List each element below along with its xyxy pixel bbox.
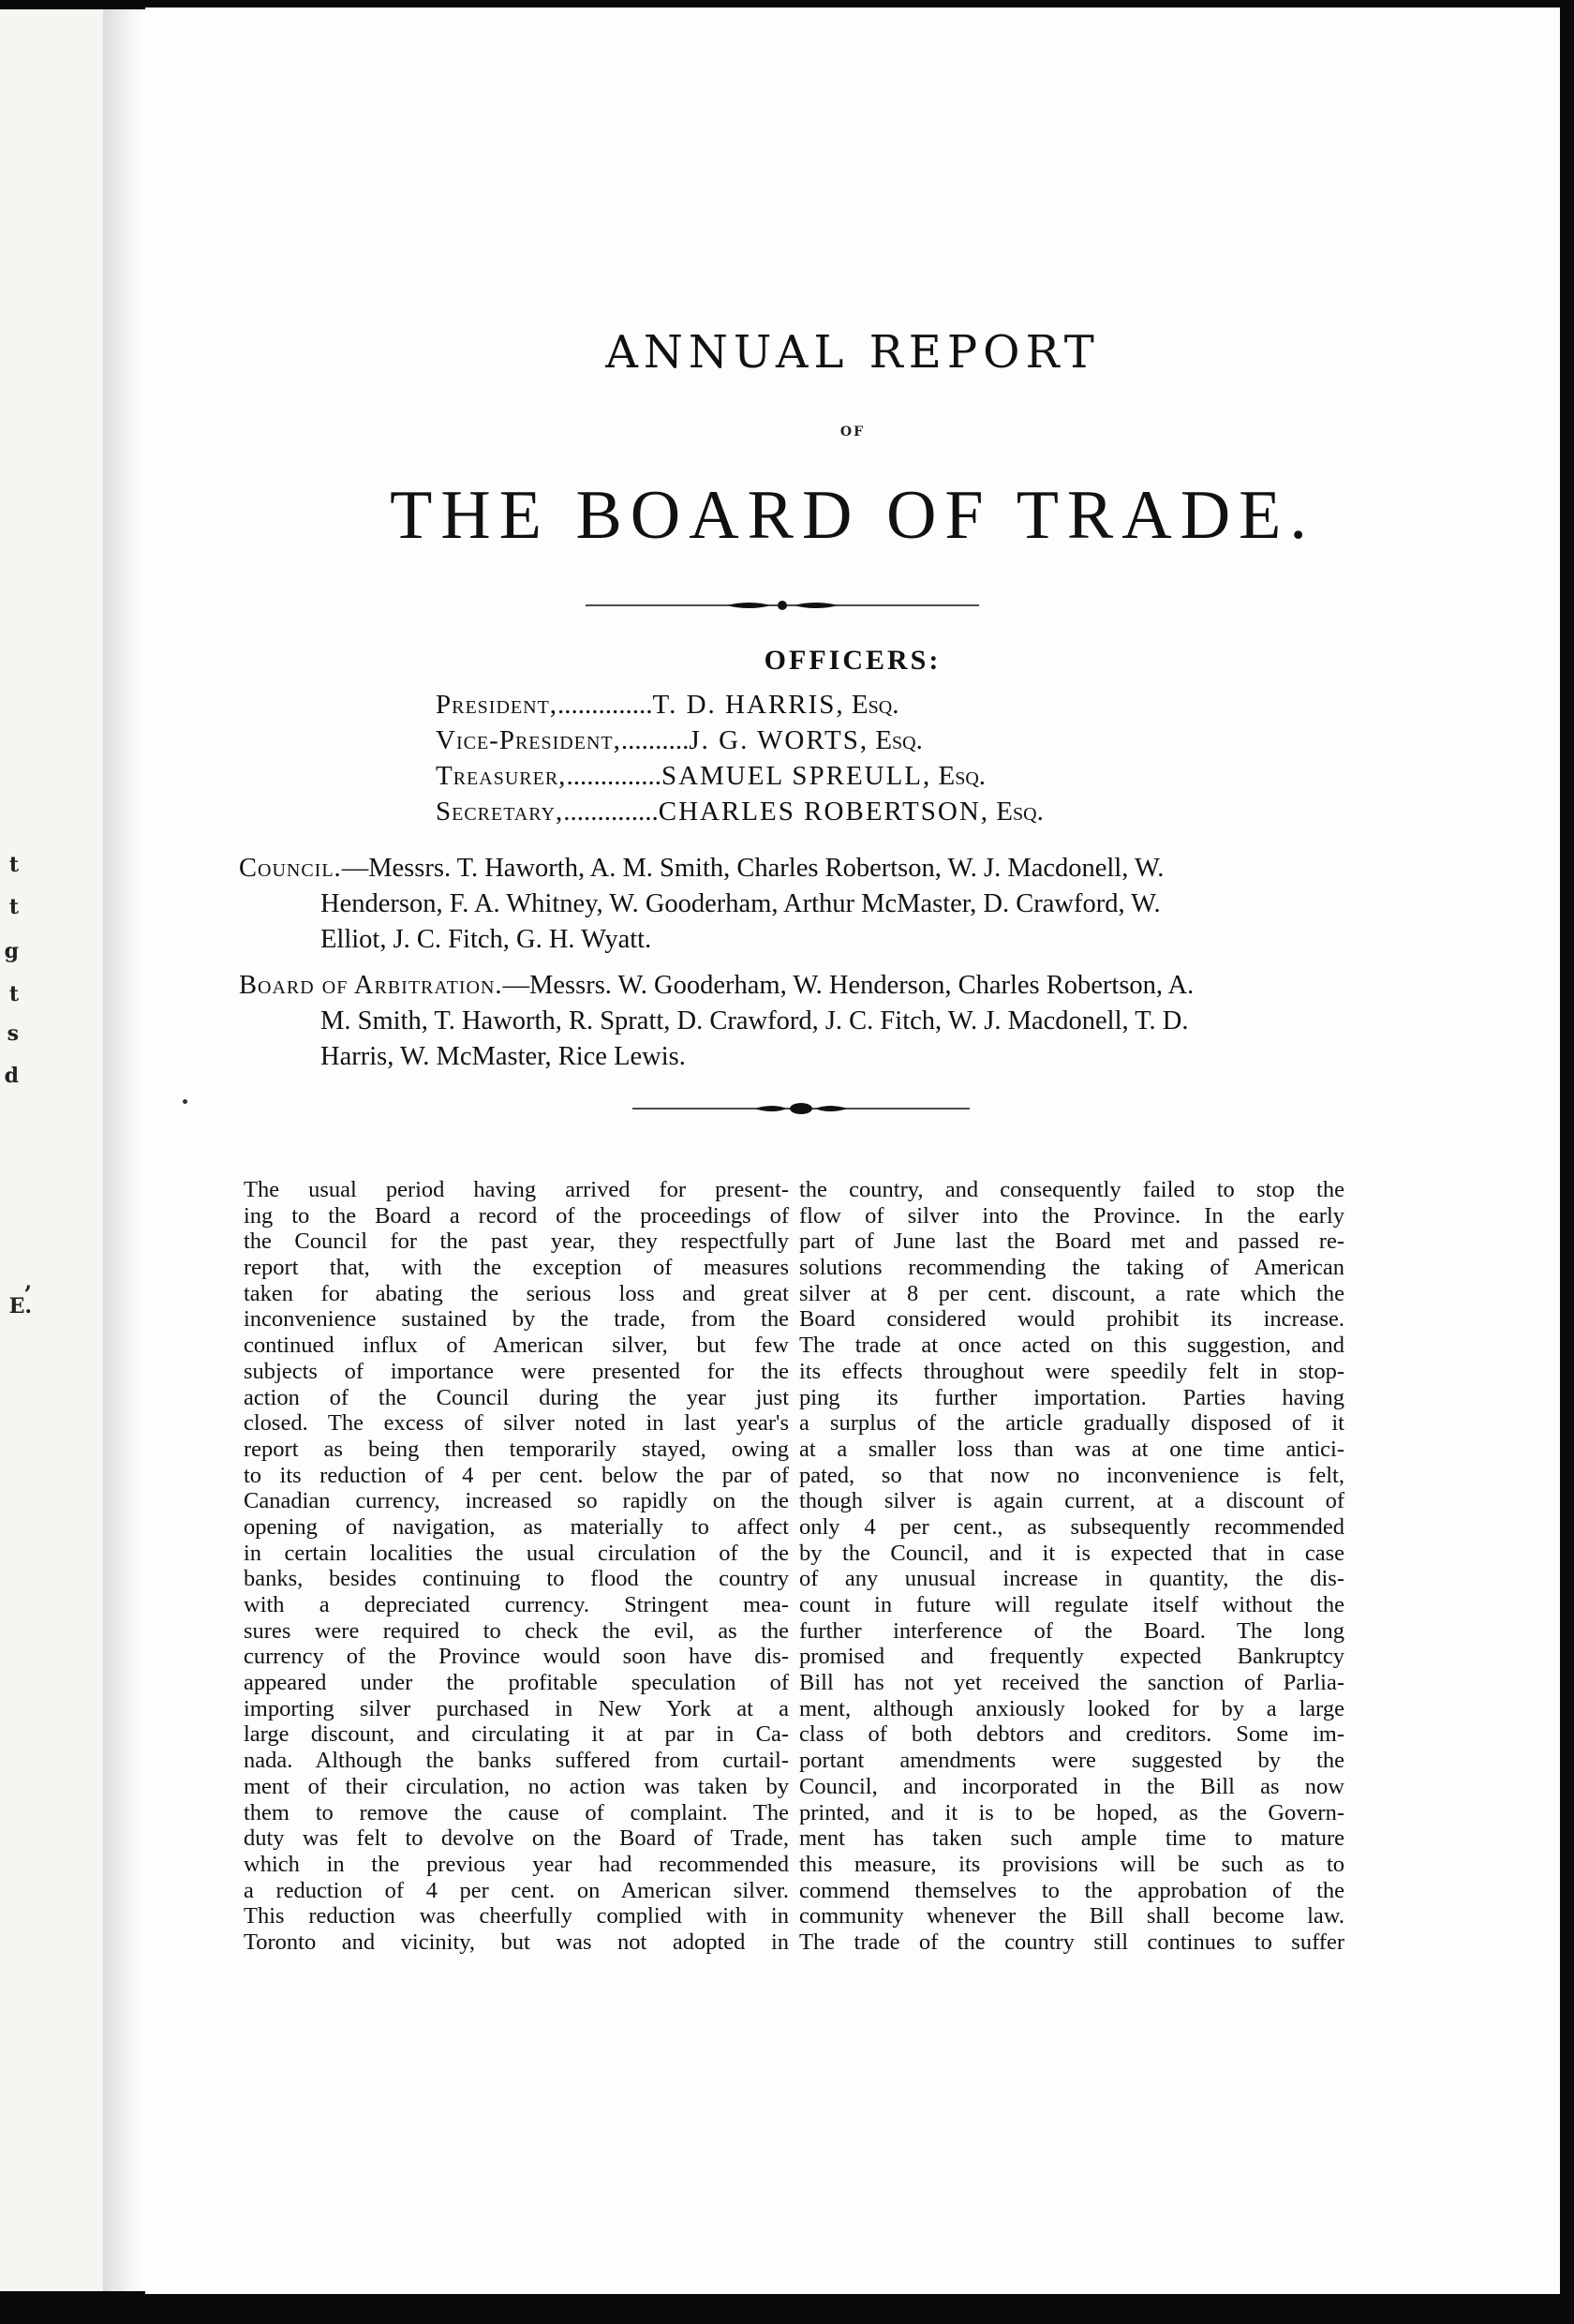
fragment-text: t (8, 982, 19, 1006)
text-line: appeared under the profitable speculation of (244, 1670, 789, 1696)
dot-leader: .............. (557, 690, 653, 720)
dot-leader: .............. (563, 797, 659, 827)
text-line: the Council for the past year, they respectfully (244, 1229, 789, 1255)
text-line: a reduction of 4 per cent. on American silver. (244, 1877, 789, 1903)
text-line: subjects of importance were presented for the (244, 1358, 789, 1384)
arbitration-line: Harris, W. McMaster, Rice Lewis. (320, 1042, 686, 1071)
text-line: ment has taken such ample time to mature (799, 1825, 1344, 1852)
ornamental-rule (586, 587, 979, 624)
text-line: ing to the Board a record of the proceedings of (244, 1202, 789, 1229)
officer-name: CHARLES ROBERTSON, (658, 797, 990, 827)
text-line: commend themselves to the approbation of the (799, 1877, 1344, 1903)
text-line: action of the Council during the year just (244, 1384, 789, 1410)
text-line: its effects throughout were speedily felt in stop- (799, 1358, 1344, 1384)
council-text: —Messrs. T. Haworth, A. M. Smith, Charles Robertson, W. J. Macdonell, W. (341, 854, 1165, 883)
dot-leader: .............. (566, 761, 661, 791)
officer-name: J. G. WORTS, (689, 725, 869, 755)
text-line: duty was felt to devolve on the Board of Trade, (244, 1825, 789, 1852)
fragment-text: , E. (8, 1270, 32, 1318)
officer-suffix: Esq. (996, 797, 1044, 827)
right-text-column (799, 1177, 1344, 1956)
text-line: community whenever the Bill shall become law. (799, 1903, 1344, 1929)
text-line: silver at 8 per cent. discount, a rate which the (799, 1280, 1344, 1306)
fragment-text: d (4, 1064, 19, 1088)
arbitration-lead: Board of Arbitration. (239, 971, 503, 1000)
document-page (145, 7, 1560, 2294)
text-line: by the Council, and it is expected that in case (799, 1540, 1344, 1566)
text-line: in certain localities the usual circulation of the (244, 1540, 789, 1566)
text-line: further interference of the Board. The long (799, 1617, 1344, 1644)
text-line: opening of navigation, as materially to affect (244, 1513, 789, 1540)
fragment-text: t (8, 853, 19, 877)
officer-name: T. D. HARRIS, (652, 690, 845, 720)
text-line: Canadian currency, increased so rapidly on the (244, 1488, 789, 1514)
officer-row (436, 690, 898, 725)
text-line: Board considered would prohibit its increase. (799, 1306, 1344, 1333)
text-line: printed, and it is to be hoped, as the Govern- (799, 1799, 1344, 1825)
officer-suffix: Esq. (875, 725, 923, 755)
text-line: sures were required to check the evil, as the (244, 1617, 789, 1644)
ornamental-rule (632, 1090, 970, 1127)
arbitration-paragraph (239, 968, 1401, 1075)
fragment-text: s (7, 1021, 19, 1046)
text-line: a surplus of the article gradually disposed of it (799, 1410, 1344, 1437)
left-text-column (244, 1177, 789, 1956)
text-line: promised and frequently expected Bankruptcy (799, 1644, 1344, 1670)
arbitration-line: M. Smith, T. Haworth, R. Spratt, D. Crawford, J. C. Fitch, W. J. Macdonell, T. D. (320, 1006, 1189, 1035)
council-line (239, 851, 1401, 886)
officer-role: Vice-President, (436, 725, 621, 755)
text-line: pated, so that now no inconvenience is felt, (799, 1462, 1344, 1488)
text-line: Council, and incorporated in the Bill as now (799, 1773, 1344, 1799)
text-line: The usual period having arrived for present- (244, 1177, 789, 1202)
officer-name: SAMUEL SPREULL, (661, 761, 932, 791)
officers-heading: OFFICERS: (764, 645, 942, 676)
text-line: continued influx of American silver, but few (244, 1333, 789, 1359)
report-subtitle: THE BOARD OF TRADE. (390, 477, 1315, 554)
text-line: though silver is again current, at a discount of (799, 1488, 1344, 1514)
text-line: report that, with the exception of measures (244, 1255, 789, 1281)
officer-suffix: Esq. (938, 761, 987, 791)
text-line: which in the previous year had recommended (244, 1851, 789, 1877)
text-line: closed. The excess of silver noted in last year's (244, 1410, 789, 1437)
page-speck (183, 1099, 187, 1104)
text-line: report as being then temporarily stayed, owing (244, 1436, 789, 1462)
dot-leader: .......... (620, 725, 690, 755)
text-line: The trade of the country still continues to suffer (799, 1929, 1344, 1955)
text-line: importing silver purchased in New York at a (244, 1695, 789, 1721)
officer-suffix: Esq. (851, 690, 899, 720)
officer-role: President, (436, 690, 558, 720)
officer-role: Treasurer, (436, 761, 567, 791)
officer-row (436, 761, 986, 797)
text-line: banks, besides continuing to flood the country (244, 1566, 789, 1592)
council-lead: Council. (239, 854, 342, 883)
text-line: class of both debtors and creditors. Some im- (799, 1721, 1344, 1748)
report-title: ANNUAL REPORT (605, 326, 1100, 379)
text-line: flow of silver into the Province. In the early (799, 1202, 1344, 1229)
text-line: ping its further importation. Parties having (799, 1384, 1344, 1410)
council-line: Elliot, J. C. Fitch, G. H. Wyatt. (320, 925, 652, 954)
text-line: solutions recommending the taking of American (799, 1255, 1344, 1281)
text-line: portant amendments were suggested by the (799, 1748, 1344, 1774)
text-line: them to remove the cause of complaint. The (244, 1799, 789, 1825)
text-line: this measure, its provisions will be such as to (799, 1851, 1344, 1877)
council-line: Henderson, F. A. Whitney, W. Gooderham, Arthur McMaster, D. Crawford, W. (320, 889, 1161, 918)
text-line: to its reduction of 4 per cent. below the par of (244, 1462, 789, 1488)
text-line: at a smaller loss than was at one time antici- (799, 1436, 1344, 1462)
officer-row (436, 797, 1044, 832)
fragment-text: t (8, 895, 19, 919)
council-paragraph (239, 851, 1401, 958)
text-line: count in future will regulate itself without the (799, 1592, 1344, 1617)
officer-row (436, 725, 923, 761)
book-gutter (103, 9, 148, 2291)
arbitration-text: —Messrs. W. Gooderham, W. Henderson, Charles Robertson, A. (502, 971, 1195, 1000)
text-line: of any unusual increase in quantity, the dis- (799, 1566, 1344, 1592)
text-line: Bill has not yet received the sanction of Parlia- (799, 1670, 1344, 1696)
officer-role: Secretary, (436, 797, 564, 827)
text-line: large discount, and circulating it at par in Ca- (244, 1721, 789, 1748)
text-line: taken for abating the serious loss and great (244, 1280, 789, 1306)
text-line: with a depreciated currency. Stringent mea- (244, 1592, 789, 1617)
text-line: This reduction was cheerfully complied with in (244, 1903, 789, 1929)
title-connector: OF (839, 425, 866, 439)
text-line: The trade at once acted on this suggestion, and (799, 1333, 1344, 1359)
text-line: Toronto and vicinity, but was not adopted in (244, 1929, 789, 1955)
text-line: ment of their circulation, no action was taken by (244, 1773, 789, 1799)
arbitration-line (239, 968, 1401, 1004)
text-line: ment, although anxiously looked for by a large (799, 1695, 1344, 1721)
text-line: nada. Although the banks suffered from curtail- (244, 1748, 789, 1774)
fragment-text: g (4, 939, 19, 963)
text-line: part of June last the Board met and passed re- (799, 1229, 1344, 1255)
text-line: the country, and consequently failed to stop the (799, 1177, 1344, 1202)
text-line: inconvenience sustained by the trade, from the (244, 1306, 789, 1333)
text-line: only 4 per cent., as subsequently recommended (799, 1513, 1344, 1540)
text-line: currency of the Province would soon have dis- (244, 1644, 789, 1670)
